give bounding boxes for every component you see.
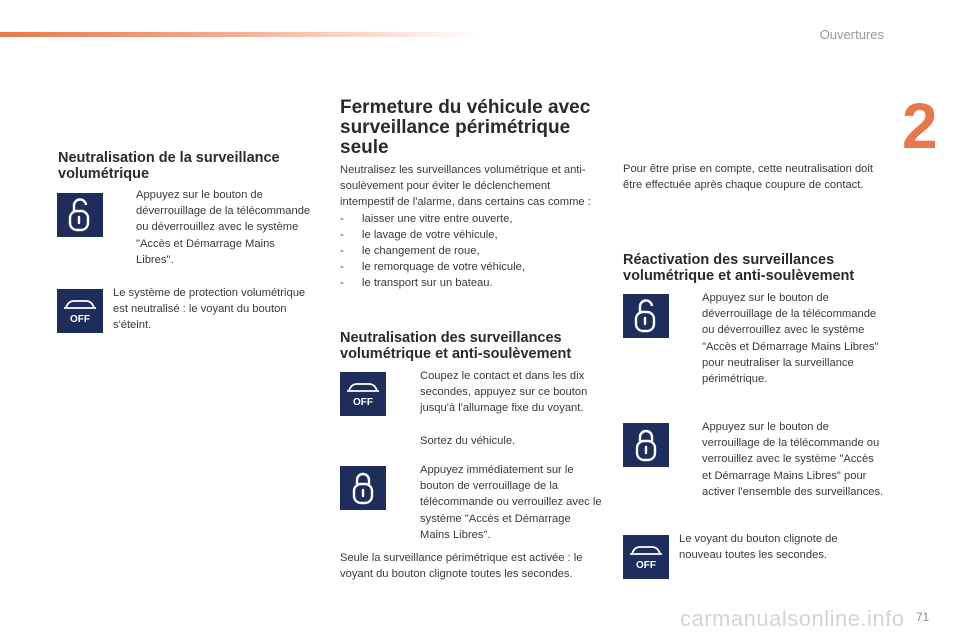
right-section-title: Réactivation des surveillances volumétrique et anti-soulèvement (623, 252, 855, 284)
page-number: 71 (916, 610, 930, 624)
case-item: - le changement de roue, (340, 243, 602, 259)
middle-step-3: Appuyez immédiatement sur le bouton de verrouillage de la télécommande ou verrouillez avec le système "Accès et Démarrage Mains Libres". (420, 464, 602, 541)
lock-icon (623, 423, 669, 467)
svg-text:OFF: OFF (70, 314, 90, 325)
svg-text:OFF: OFF (353, 397, 373, 408)
left-step-1: Appuyez sur le bouton de déverrouillage de la télécommande ou déverrouillez avec le système "Accès et Démarrage Mains Libres". (136, 189, 311, 266)
case-item: - laisser une vitre entre ouverte, (340, 211, 602, 227)
right-step-2: Appuyez sur le bouton de verrouillage de la télécommande ou verrouillez avec le système "Accès et Démarrage Mains Libres" pour activer l'ensemble des surveillances. (702, 421, 884, 498)
unlock-icon (623, 294, 669, 338)
right-step-1: Appuyez sur le bouton de déverrouillage de la télécommande ou déverrouillez avec le système "Accès et Démarrage Mains Libres" pour neutraliser la surveillance périmétrique. (702, 292, 879, 386)
watermark: carmanualsonline.info (680, 606, 905, 631)
right-intro: Pour être prise en compte, cette neutralisation doit être effectuée après chaque coupure de contact. (623, 163, 873, 192)
case-item: - le transport sur un bateau. (340, 275, 602, 291)
alarm-off-icon (57, 289, 103, 333)
middle-sub-title: Neutralisation des surveillances volumétrique et anti-soulèvement (340, 330, 572, 362)
middle-main-title: Fermeture du véhicule avec surveillance périmétrique seule (340, 97, 591, 158)
left-note: Le système de protection volumétrique est neutralisé : le voyant du bouton s'éteint. (113, 287, 306, 332)
left-section-title: Neutralisation de la surveillance volumétrique (58, 150, 280, 182)
case-item: - le lavage de votre véhicule, (340, 227, 602, 243)
chapter-number: 2 (902, 90, 938, 162)
unlock-icon (57, 193, 103, 237)
right-note: Le voyant du bouton clignote de nouveau toutes les secondes. (679, 533, 838, 562)
svg-text:OFF: OFF (636, 560, 656, 571)
alarm-off-icon (340, 372, 386, 416)
section-title: Ouvertures (819, 27, 884, 42)
middle-step-1: Coupez le contact et dans les dix secondes, appuyez sur ce bouton jusqu'à l'allumage fixe du voyant. (420, 370, 588, 415)
middle-intro: Neutralisez les surveillances volumétrique et anti-soulèvement pour éviter le déclenchement intempestif de l'alarme, dans certains cas comme : - laisser une vitre entre ouverte, - le lavage de votre véhicule, - le changement de roue, - le remorquage de votre véhicule, - le transport sur un bateau. (340, 162, 602, 292)
middle-note: Seule la surveillance périmétrique est activée : le voyant du bouton clignote toutes les secondes. (340, 552, 583, 581)
alarm-off-icon (623, 535, 669, 579)
middle-step-2: Sortez du véhicule. (420, 435, 516, 447)
case-item: - le remorquage de votre véhicule, (340, 259, 602, 275)
header-accent-bar (0, 32, 480, 37)
lock-icon (340, 466, 386, 510)
